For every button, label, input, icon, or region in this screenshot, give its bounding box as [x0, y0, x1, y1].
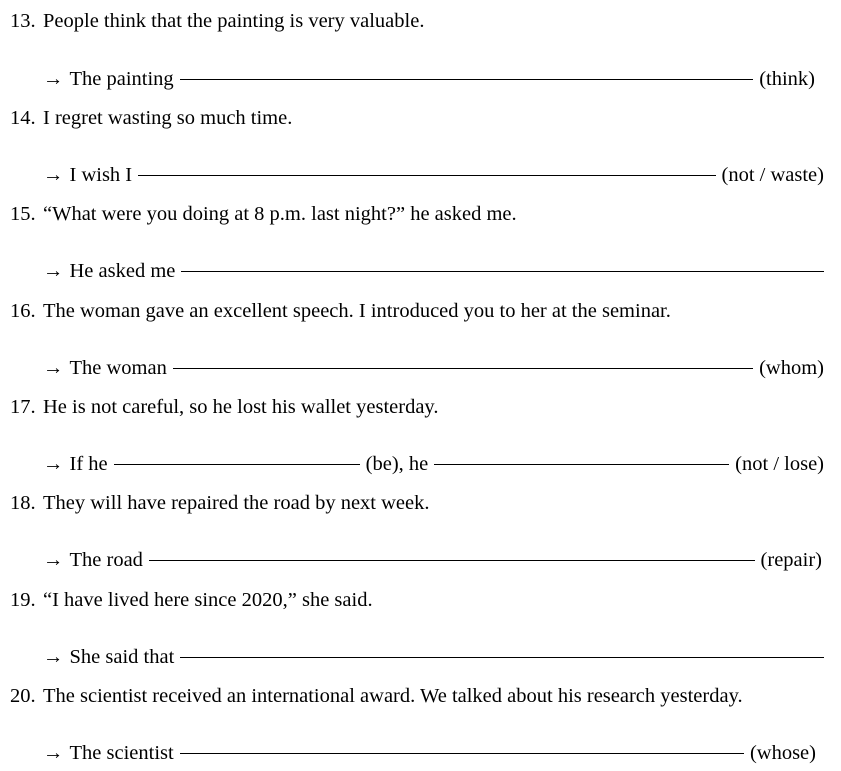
question-text: People think that the painting is very valuable. [43, 10, 425, 32]
answer-line-14 [43, 151, 824, 186]
question-number: 19. [10, 589, 36, 611]
question-text: He is not careful, so he lost his wallet yesterday. [43, 396, 439, 418]
answer-lead: I wish I [69, 164, 133, 186]
question-text: They will have repaired the road by next week. [43, 492, 430, 514]
answer-blank-2[interactable] [434, 440, 729, 470]
answer-mid: (be), he [365, 453, 429, 475]
answer-blank[interactable] [180, 55, 754, 85]
answer-blank[interactable] [138, 151, 715, 181]
arrow-icon: → [43, 646, 64, 668]
question-number: 15. [10, 203, 36, 225]
answer-lead: The woman [69, 357, 167, 379]
question-number: 17. [10, 396, 36, 418]
arrow-icon: → [43, 68, 64, 90]
answer-line-19 [43, 633, 824, 668]
answer-hint: (think) [759, 68, 815, 90]
arrow-icon: → [43, 453, 64, 475]
arrow-icon: → [43, 260, 64, 282]
answer-line-13 [43, 55, 815, 90]
arrow-icon: → [43, 742, 64, 764]
question-text: I regret wasting so much time. [43, 107, 293, 129]
arrow-icon: → [43, 357, 64, 379]
question-text: “I have lived here since 2020,” she said. [43, 589, 373, 611]
arrow-icon: → [43, 549, 64, 571]
question-number: 20. [10, 685, 36, 707]
question-text: The scientist received an international award. We talked about his research yesterday. [43, 685, 743, 707]
answer-hint: (whose) [749, 742, 816, 764]
question-number: 18. [10, 492, 36, 514]
answer-line-16 [43, 344, 824, 379]
answer-blank[interactable] [173, 344, 753, 374]
answer-lead: The road [69, 549, 143, 571]
answer-lead: She said that [69, 646, 175, 668]
question-number: 14. [10, 107, 36, 129]
answer-hint: (whom) [759, 357, 824, 379]
question-number: 16. [10, 300, 36, 322]
answer-lead: If he [69, 453, 108, 475]
answer-blank[interactable] [180, 729, 744, 759]
answer-line-15 [43, 247, 824, 282]
answer-lead: The scientist [69, 742, 174, 764]
question-number: 13. [10, 10, 36, 32]
answer-lead: The painting [69, 68, 174, 90]
answer-blank[interactable] [180, 633, 824, 663]
answer-line-20 [43, 729, 816, 764]
answer-hint: (not / waste) [721, 164, 824, 186]
answer-blank-1[interactable] [114, 440, 360, 470]
question-text: “What were you doing at 8 p.m. last night?” he asked me. [43, 203, 517, 225]
answer-blank[interactable] [181, 247, 824, 277]
answer-line-18 [43, 536, 822, 571]
answer-hint: (not / lose) [735, 453, 824, 475]
answer-hint: (repair) [760, 549, 822, 571]
arrow-icon: → [43, 164, 64, 186]
answer-lead: He asked me [69, 260, 176, 282]
answer-blank[interactable] [149, 536, 755, 566]
answer-line-17 [43, 440, 824, 475]
question-text: The woman gave an excellent speech. I introduced you to her at the seminar. [43, 300, 671, 322]
